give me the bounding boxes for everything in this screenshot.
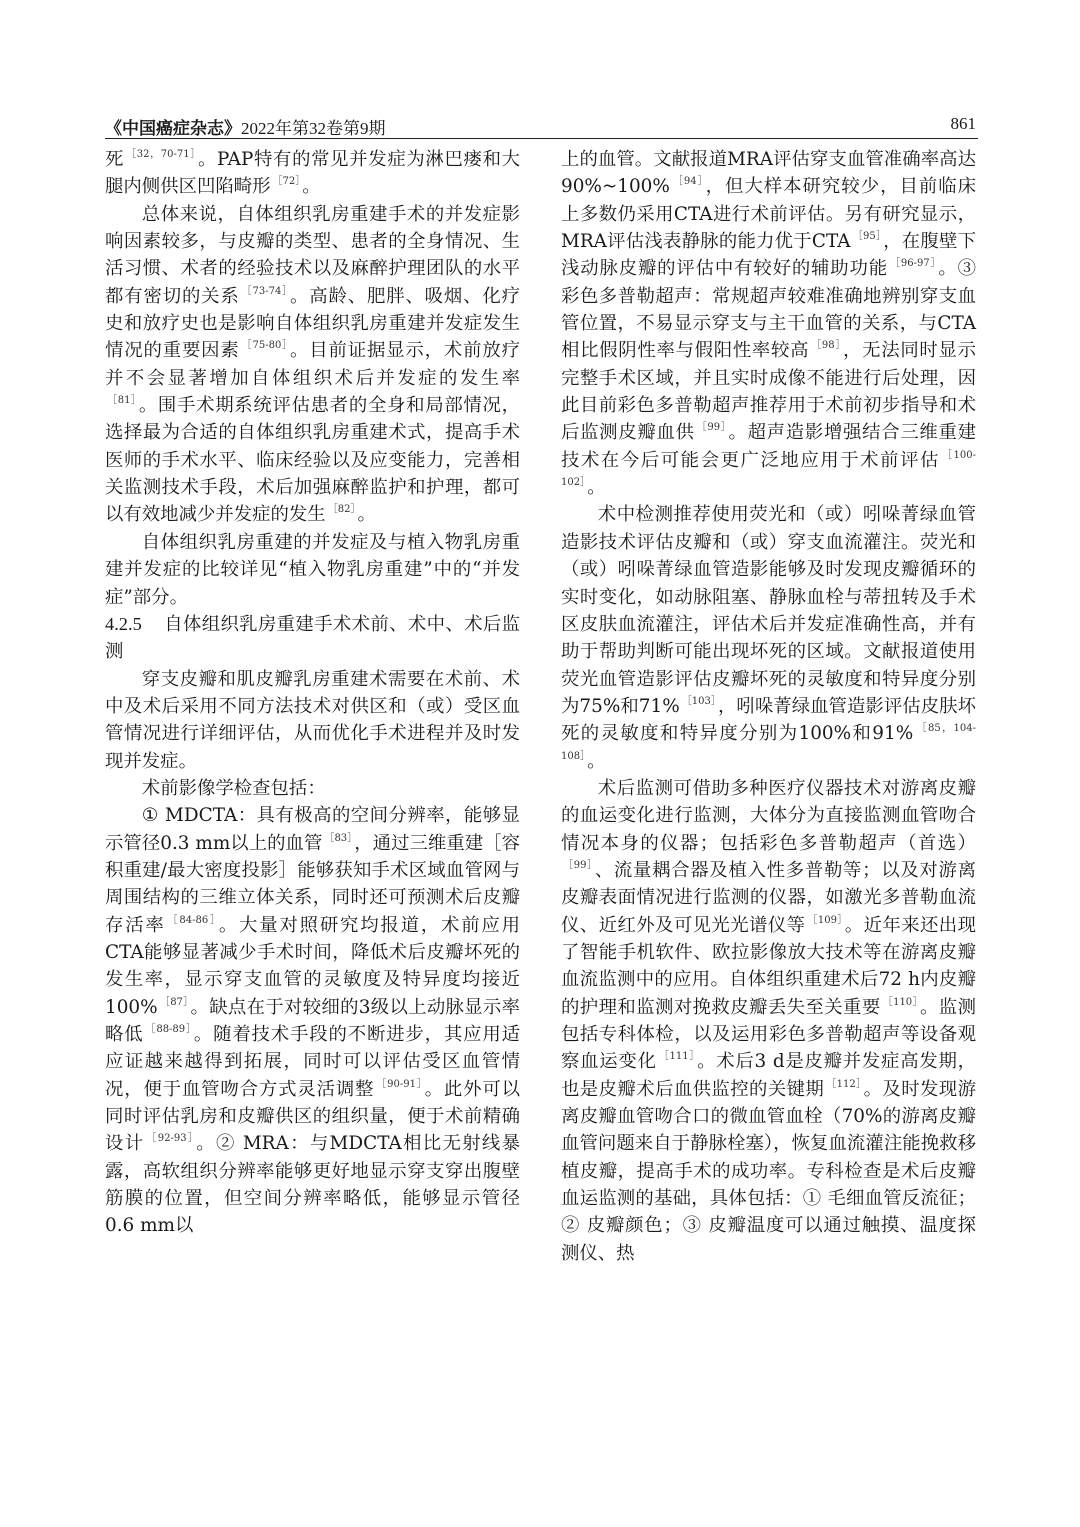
citation-reference: ［ $^{92-93}$ ］ <box>146 1133 194 1144</box>
body-paragraph <box>105 775 520 802</box>
citation-reference: ［ $^{100-102}$ ］ <box>561 450 976 488</box>
citation-reference: ［ $^{88-89}$ ］ <box>145 1024 191 1035</box>
right-column <box>561 146 976 1267</box>
citation-reference: ［ $^{110}$ ］ <box>883 997 918 1008</box>
citation-reference: ［ $^{87}$ ］ <box>160 997 189 1008</box>
citation-reference: ［ $^{85,104-108}$ ］ <box>561 723 976 761</box>
paragraph-text: 。监测包括专科体检，以及运用彩色多普勒超声等设备观察血运变化 <box>561 996 976 1073</box>
paragraph-text: 术后监测可借助多种医疗仪器技术对游离皮瓣的血运变化进行监测，大体分为直接监测血管吻合情况本身的仪器；包括彩色多普勒超声（首选） <box>561 777 976 854</box>
paragraph-text: 、流量耦合器及植入性多普勒等；以及对游离皮瓣表面情况进行监测的仪器，如激光多普勒血流仪、近红外及可见光光谱仪等 <box>561 859 976 936</box>
paragraph-text: 。高龄、肥胖、吸烟、化疗史和放疗史也是影响自体组织乳房重建并发症发生情况的重要因素 <box>105 285 520 362</box>
body-paragraph <box>105 529 520 611</box>
citation-reference: ［ $^{81}$ ］ <box>107 395 137 406</box>
section-number: 4.2.5 <box>105 613 142 634</box>
paragraph-text: ，无法同时显示完整手术区域，并且实时成像不能进行后处理，因此目前彩色多普勒超声推荐用于术前初步指导和术后监测皮瓣血供 <box>561 340 976 444</box>
citation-reference: ［ $^{111}$ ］ <box>659 1051 695 1062</box>
section-heading <box>105 611 520 666</box>
citation-reference: ［ $^{103}$ ］ <box>682 696 716 707</box>
running-header <box>105 114 978 139</box>
paragraph-text: 穿支皮瓣和肌皮瓣乳房重建术需要在术前、术中及术后采用不同方法技术对供区和（或）受区血管情况进行详细评估，从而优化手术进程并及时发现并发症。 <box>105 668 520 772</box>
citation-reference: ［ $^{96-97}$ ］ <box>890 258 936 269</box>
citation-reference: ［ $^{98}$ ］ <box>811 340 841 351</box>
citation-reference: ［ $^{90-91}$ ］ <box>376 1079 422 1090</box>
paragraph-text: ，在腹壁下浅动脉皮瓣的评估中有较好的辅助功能 <box>561 231 977 280</box>
citation-reference: ［ $^{109}$ ］ <box>807 915 842 926</box>
paragraph-text: ① MDCTA：具有极高的空间分辨率，能够显示管径0.3 mm以上的血管 <box>105 805 520 854</box>
citation-reference: ［ $^{99}$ ］ <box>563 860 593 871</box>
paragraph-text: 。此外可以同时评估乳房和皮瓣供区的组织量，便于术前精确设计 <box>105 1078 520 1155</box>
paragraph-text: 。及时发现游离皮瓣血管吻合口的微血管血栓（70%的游离皮瓣血管问题来自于静脉栓塞），恢复血流灌注能挽救移植皮瓣，提高手术的成功率。专科检查是术后皮瓣血运监测的基础，具体包括：① 毛细血管反流征；② 皮瓣颜色；③ 皮瓣温度可以通过触摸、温度探测仪、热 <box>561 1078 976 1264</box>
paragraph-text: 。围手术期系统评估患者的全身和局部情况，选择最为合适的自体组织乳房重建术式，提高手术医师的手术水平、临床经验以及应变能力，完善相关监测技术手段，术后加强麻醉监护和护理，都可以有效地减少并发症的发生 <box>105 395 520 526</box>
body-paragraph <box>105 802 520 1240</box>
paragraph-text: 。随着技术手段的不断进步，其应用适应证越来越得到拓展，同时可以评估受区血管情况，便于血管吻合方式灵活调整 <box>105 1024 520 1100</box>
journal-name: 《中国癌症杂志》 <box>105 119 241 139</box>
citation-reference: ［ $^{95}$ ］ <box>853 231 882 242</box>
citation-reference: ［ $^{72}$ ］ <box>273 176 301 187</box>
paragraph-text: 。② MRA：与MDCTA相比无射线暴露，高软组织分辨率能够更好地显示穿支穿出腹壁筋膜的位置，但空间分辨率略低，能够显示管径0.6 mm以 <box>105 1133 521 1237</box>
body-paragraph <box>561 501 976 774</box>
paragraph-text: 。③ 彩色多普勒超声：常规超声较难准确地辨别穿支血管位置，不易显示穿支与主干血管的关系，与CTA相比假阴性率与假阳性率较高 <box>561 258 976 362</box>
citation-reference: ［ $^{112}$ ］ <box>826 1079 861 1090</box>
citation-reference: ［ $^{82}$ ］ <box>328 504 356 515</box>
journal-issue: 2022年第32卷第9期 <box>241 119 386 138</box>
journal-title <box>105 114 386 139</box>
paragraph-text: ，吲哚菁绿血管造影评估皮肤坏死的灵敏度和特异度分别为100%和91% <box>561 695 976 745</box>
paragraph-text: 。目前证据显示，术前放疗并不会显著增加自体组织术后并发症的发生率 <box>105 340 520 389</box>
body-paragraph <box>105 146 520 201</box>
citation-reference: ［ $^{73-74}$ ］ <box>242 286 288 297</box>
citation-reference: ［ $^{94}$ ］ <box>672 176 704 187</box>
paragraph-text: 。 <box>587 477 606 499</box>
paragraph-text: 。 <box>302 176 321 198</box>
citation-reference: ［ $^{84-86}$ ］ <box>168 915 217 926</box>
paragraph-text: 自体组织乳房重建的并发症及与植入物乳房重建并发症的比较详见“植入物乳房重建”中的“并发症”部分。 <box>105 531 520 608</box>
citation-reference: ［ $^{75-80}$ ］ <box>242 340 288 351</box>
paragraph-text: 术中检测推荐使用荧光和（或）吲哚菁绿血管造影技术评估皮瓣和（或）穿支血流灌注。荧光和（或）吲哚菁绿血管造影能够及时发现皮瓣循环的实时变化，如动脉阻塞、静脉血栓与蒂扭转及手术区皮肤血流灌注，评估术后并发症准确性高，并有助于帮助判断可能出现坏死的区域。文献报道使用荧光血管造影评估皮瓣坏死的灵敏度和特异度分别为75%和71% <box>561 504 976 717</box>
body-paragraph <box>105 666 520 775</box>
citation-reference: ［ $^{99}$ ］ <box>697 422 727 433</box>
paragraph-text: 。超声造影增强结合三维重建技术在今后可能会更广泛地应用于术前评估 <box>561 422 976 471</box>
paragraph-text: 。 <box>587 750 606 772</box>
page-number: 861 <box>950 114 976 133</box>
paragraph-text: ，通过三维重建［容积重建/最大密度投影］能够获知手术区域血管网与周围结构的三维立体关系，同时还可预测术后皮瓣存活率 <box>105 832 520 936</box>
paragraph-text: 。PAP特有的常见并发症为淋巴瘘和大腿内侧供区凹陷畸形 <box>105 149 521 198</box>
paragraph-text: 总体来说，自体组织乳房重建手术的并发症影响因素较多，与皮瓣的类型、患者的全身情况、生活习惯、术者的经验技术以及麻醉护理团队的水平都有密切的关系 <box>105 203 520 307</box>
paragraph-text: ，但大样本研究较少，目前临床上多数仍采用CTA进行术前评估。另有研究显示，MRA评估浅表静脉的能力优于CTA <box>561 176 977 253</box>
body-paragraph <box>105 201 520 529</box>
left-column <box>105 146 520 1240</box>
paragraph-text: 。术后3 d是皮瓣并发症高发期，也是皮瓣术后血供监控的关键期 <box>561 1051 977 1100</box>
paragraph-text: 。大量对照研究均报道，术前应用CTA能够显著减少手术时间，降低术后皮瓣坏死的发生率，显示穿支血管的灵敏度及特异度均接近100% <box>105 914 520 1018</box>
paragraph-text: 术前影像学检查包括： <box>141 777 326 799</box>
paragraph-text: 。 <box>357 504 376 526</box>
citation-reference: ［ $^{83}$ ］ <box>324 833 352 844</box>
paragraph-text: 死 <box>105 149 125 170</box>
paragraph-text: 。缺点在于对较细的3级以上动脉显示率略低 <box>105 996 521 1045</box>
body-paragraph <box>561 146 976 501</box>
paragraph-text: 。近年来还出现了智能手机软件、欧拉影像放大技术等在游离皮瓣血流监测中的应用。自体组织重建术后72 h内皮瓣的护理和监测对挽救皮瓣丢失至关重要 <box>561 914 976 1018</box>
paragraph-text: 上的血管。文献报道MRA评估穿支血管准确率高达90%~100% <box>561 149 976 198</box>
body-paragraph <box>561 775 976 1267</box>
paragraph-text: 自体组织乳房重建手术术前、术中、术后监测 <box>105 613 520 663</box>
citation-reference: ［ $^{32,70-71}$ ］ <box>126 149 196 160</box>
